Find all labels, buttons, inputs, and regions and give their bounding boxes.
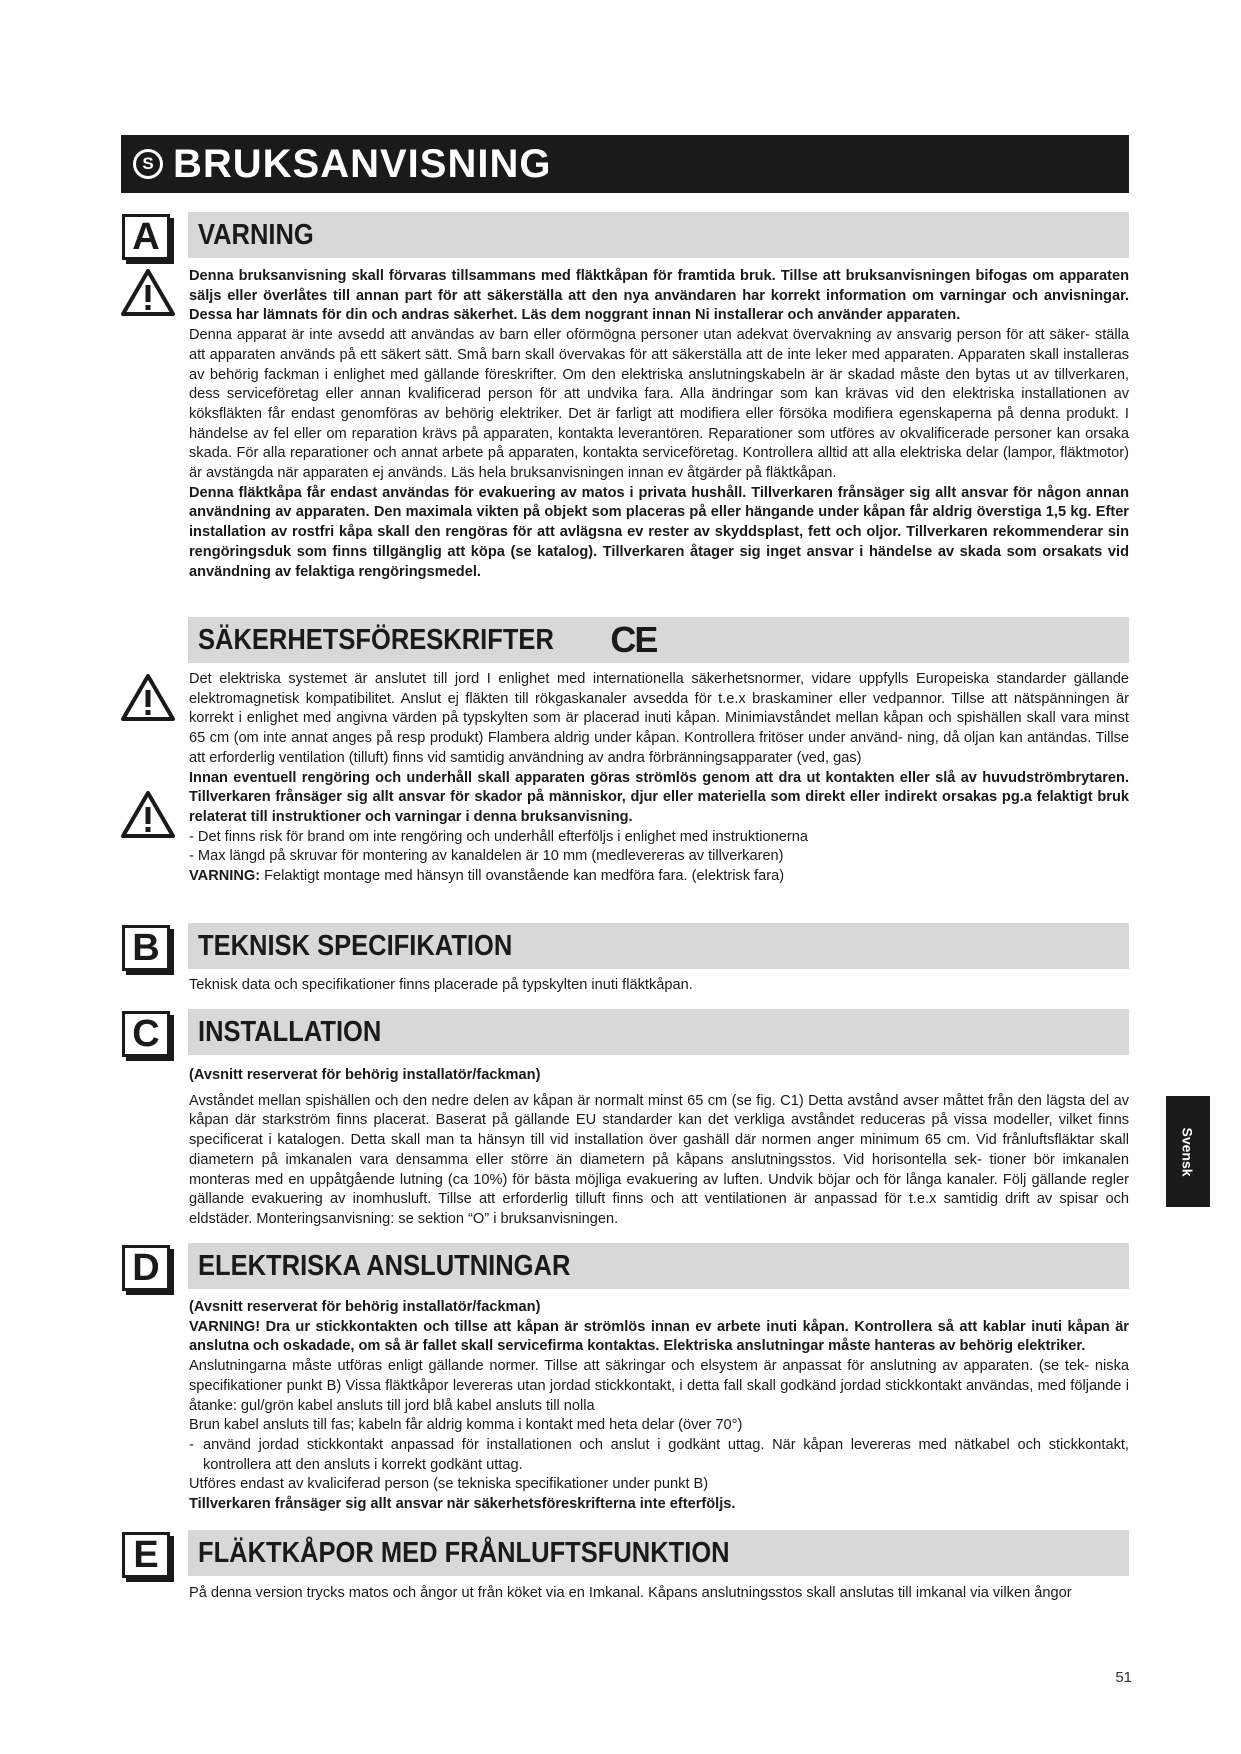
warning-triangle-icon	[121, 268, 175, 316]
safety-cleaning-warning: Innan eventuell rengöring och underhåll skall apparaten göras strömlös genom att dra ut kontakten eller slå av huvudströmbrytaren. Tillverkaren frånsäger sig allt ansvar för skador på människor, djur eller materiella som direkt eller indirekt orsakas pg.a felaktigt bruk relaterat till instruktioner och varningar i denna bruksanvisning.	[189, 769, 1129, 825]
section-d-disclaimer: Tillverkaren frånsäger sig allt ansvar när säkerhetsföreskrifterna inte efterföljs.	[189, 1496, 736, 1513]
section-c-subtitle: (Avsnitt reserverat för behörig installatör/fackman)	[189, 1067, 541, 1083]
section-bar-elektriska	[188, 1243, 1129, 1289]
section-d-paragraph: Brun kabel ansluts till fas; kabeln får aldrig komma i kontakt med heta delar (över 70°)	[189, 1417, 743, 1434]
document-header	[121, 135, 1129, 193]
safety-warning-line	[189, 867, 1129, 887]
section-letter-e: E	[122, 1532, 170, 1578]
section-title-installation: INSTALLATION	[198, 1015, 382, 1048]
section-title-franluft: FLÄKTKÅPOR MED FRÅNLUFTSFUNKTION	[198, 1536, 730, 1569]
section-a-body	[189, 267, 1129, 582]
warning-triangle-icon	[121, 790, 175, 838]
section-b-body	[189, 976, 1129, 996]
safety-body	[189, 670, 1129, 887]
section-title-safety: SÄKERHETSFÖRESKRIFTER	[198, 623, 554, 656]
section-a-paragraph: Denna apparat är inte avsedd att användas av barn eller oförmögna personer utan adekvat övervakning av ansvarig person för att säker- ställa att apparaten används på ett säkert sätt. Små barn skall övervakas för att säkerställa att de inte leker med apparaten. Apparaten skall installeras av behörig fackman i enlighet med gällande föreskrifter. Om den elektriska anslutningskabeln är är skadad måste den bytas ut av tillverkaren, dess serviceföretag eller annan kvalificerad person för att undvika fara. Alla ändringar som kan krävas vid den elektriska installationen av köksfläkten får endast genomföras av behörig elektriker. Det är farligt att modifiera eller försöka modifiera egenskaperna på denna produkt. I händelse av fel eller om reparation krävs på apparaten, kontakta leverantören. Reparationer som utföres av okvalificerade personer kan orsaka skada. För alla reparationer och annat arbete på apparaten, kontakta serviceföretag. Kontrollera alltid att alla elektriska delar (lampor, fläktmotor) är avstängda när apparaten ej används. Läs hela bruksanvisningen innan ev åtgärder på fläktkåpan.	[189, 327, 1129, 482]
section-letter-a: A	[122, 214, 170, 260]
list-dash: -	[189, 1436, 194, 1453]
safety-list-item: - Max längd på skruvar för montering av kanaldelen är 10 mm (medlevereras av tillverkaren)	[189, 848, 784, 865]
safety-list-item: - Det finns risk för brand om inte rengöring och underhåll efterföljs i enlighet med instruktionerna	[189, 828, 808, 845]
section-d-paragraph: Anslutningarna måste utföras enligt gällande normer. Tillse att säkringar och elsystem är anpassat för anslutning av apparaten. (se tek- niska specifikationer punkt B) Vissa fläktkåpor levereras utan jordad stickkontakt, i detta fall skall godkänd jordad stickkontakt användas, med följande i åtanke: gul/grön kabel ansluts till jord blå kabel ansluts till nolla	[189, 1358, 1129, 1414]
section-bar-teknisk	[188, 923, 1129, 969]
section-title-elektriska: ELEKTRISKA ANSLUTNINGAR	[198, 1249, 571, 1282]
section-e-body	[189, 1584, 1129, 1604]
section-title-varning: VARNING	[198, 218, 314, 251]
section-d-paragraph: Utföres endast av kvaliciferad person (se tekniska specifikationer under punkt B)	[189, 1476, 709, 1493]
page-number: 51	[1115, 1669, 1132, 1686]
warning-triangle-icon	[121, 673, 175, 721]
section-letter-d: D	[122, 1245, 170, 1291]
language-badge: S	[133, 149, 163, 179]
section-a-usage: Denna fläktkåpa får endast användas för evakuering av matos i privata hushåll. Tillverkaren frånsäger sig allt ansvar för någon annan användning av apparaten. Den maximala vikten på objekt som placeras på eller hängande under kåpan får aldrig överstiga 1,5 kg. Efter installation av rostfri kåpa skall den rengöras för att avlägsna ev rester av skyddsplast, fett och oljor. Tillverkaren rekommenderar sin rengöringsduk som finns tillgänglig att köpa (se katalog). Tillverkaren åtager sig inget ansvar i händelse av skada som orsakats vid användning av felaktiga rengöringsmedel.	[189, 484, 1129, 580]
safety-paragraph: Det elektriska systemet är anslutet till jord I enlighet med internationella säkerhetsnormer, vidare uppfylls Europeiska standarder gällande elektromagnetisk kompatibilitet. Anslut ej fläkten till rökgaskanaler avsedda för t.e.x braskaminer eller vedpannor. Tillse att nätspänningen är korrekt i enlighet med angivna värden på typskylten som är placerad inuti kåpan. Minimiavståndet mellan kåpan och spishällen skall vara minst 65 cm (om inte annat anges på resp produkt) Flambera aldrig under kåpan. Kontrollera fritöser under använd- ning, då oljan kan antändas. Tillse att erforderlig ventilation (tilluft) finns vid samtidig användning av andra förbränningsapparater (ved, gas)	[189, 671, 1129, 766]
safety-warning-label: VARNING:	[189, 868, 261, 885]
section-bar-installation	[188, 1009, 1129, 1055]
section-d-list-text: använd jordad stickkontakt anpassad för installationen och anslut i godkänt uttag. När kåpan levereras med nätkabel och stickkontakt, kontrollera att den ansluts i korrekt godkänt uttag.	[203, 1436, 1129, 1473]
section-d-list-item	[189, 1436, 1129, 1475]
language-tab-label: Svensk	[1180, 1126, 1197, 1177]
document-title: BRUKSANVISNING	[173, 141, 552, 186]
ce-mark-icon: CE	[610, 619, 657, 660]
safety-warning-text: Felaktigt montage med hänsyn till ovanstående kan medföra fara. (elektrisk fara)	[260, 868, 785, 885]
section-b-paragraph: Teknisk data och specifikationer finns placerade på typskylten inuti fläktkåpan.	[189, 977, 693, 993]
section-c-body	[189, 1066, 1129, 1230]
section-e-paragraph: På denna version trycks matos och ångor ut från köket via en Imkanal. Kåpans anslutningsstos skall anslutas till imkanal via vilken ångor	[189, 1585, 1072, 1601]
section-bar-safety	[188, 617, 1129, 663]
section-c-paragraph: Avståndet mellan spishällen och den nedre delen av kåpan är normalt minst 65 cm (se fig. C1) Detta avstånd avser måttet från den lägsta del av kåpan där starkström finns placerat. Baserat på gällande EU standarder kan det verkliga avståndet reduceras på vissa modeller, vilket finns specificerat i katalogen. Detta skall man ta hänsyn till vid installation över gashäll där normen anger minimum 65 cm. Vid frånluftsfläktar skall diametern på imkanalen vara densamma eller större än diametern på kåpans anslutningsstos. Vid horisontella sek- tioner bör imkanalen monteras med en uppåtgående lutning (ca 10%) för bästa möjliga evakuering av luften. Undvik böjar och för långa kanaler. Följ gällande regler gällande evakuering av inomhusluft. Tillse att erforderlig tilluft finns och att ventilationen är anpassad för t.e.x samtidig drift av spisar och eldstäder. Monteringsanvisning: se sektion “O” i bruksanvisningen.	[189, 1092, 1129, 1227]
section-d-warning: VARNING! Dra ur stickkontakten och tillse att kåpan är strömlös innan ev arbete inuti kåpan. Kontrollera så att kablar inuti kåpan är anslutna och oskadade, om så är fallet skall servicefirma kontaktas. Elektriska anslutningar måste hanteras av behörig elektriker.	[189, 1318, 1129, 1355]
section-letter-b: B	[122, 925, 170, 971]
section-bar-franluft	[188, 1530, 1129, 1576]
section-letter-c: C	[122, 1011, 170, 1057]
section-title-teknisk: TEKNISK SPECIFIKATION	[198, 929, 513, 962]
section-d-subtitle: (Avsnitt reserverat för behörig installatör/fackman)	[189, 1299, 541, 1315]
section-a-intro: Denna bruksanvisning skall förvaras tillsammans med fläktkåpan för framtida bruk. Tillse att bruksanvisningen bifogas om apparaten säljs eller överlåtes till annan part för att säkerställa att den nya användaren har korrekt information om varningar och anvisningar. Dessa har lämnats för din och andras säkerhet. Läs dem noggrant innan Ni installerar och använder apparaten.	[189, 268, 1129, 324]
section-d-body	[189, 1298, 1129, 1515]
section-bar-varning	[188, 212, 1129, 258]
language-side-tab	[1166, 1096, 1210, 1207]
